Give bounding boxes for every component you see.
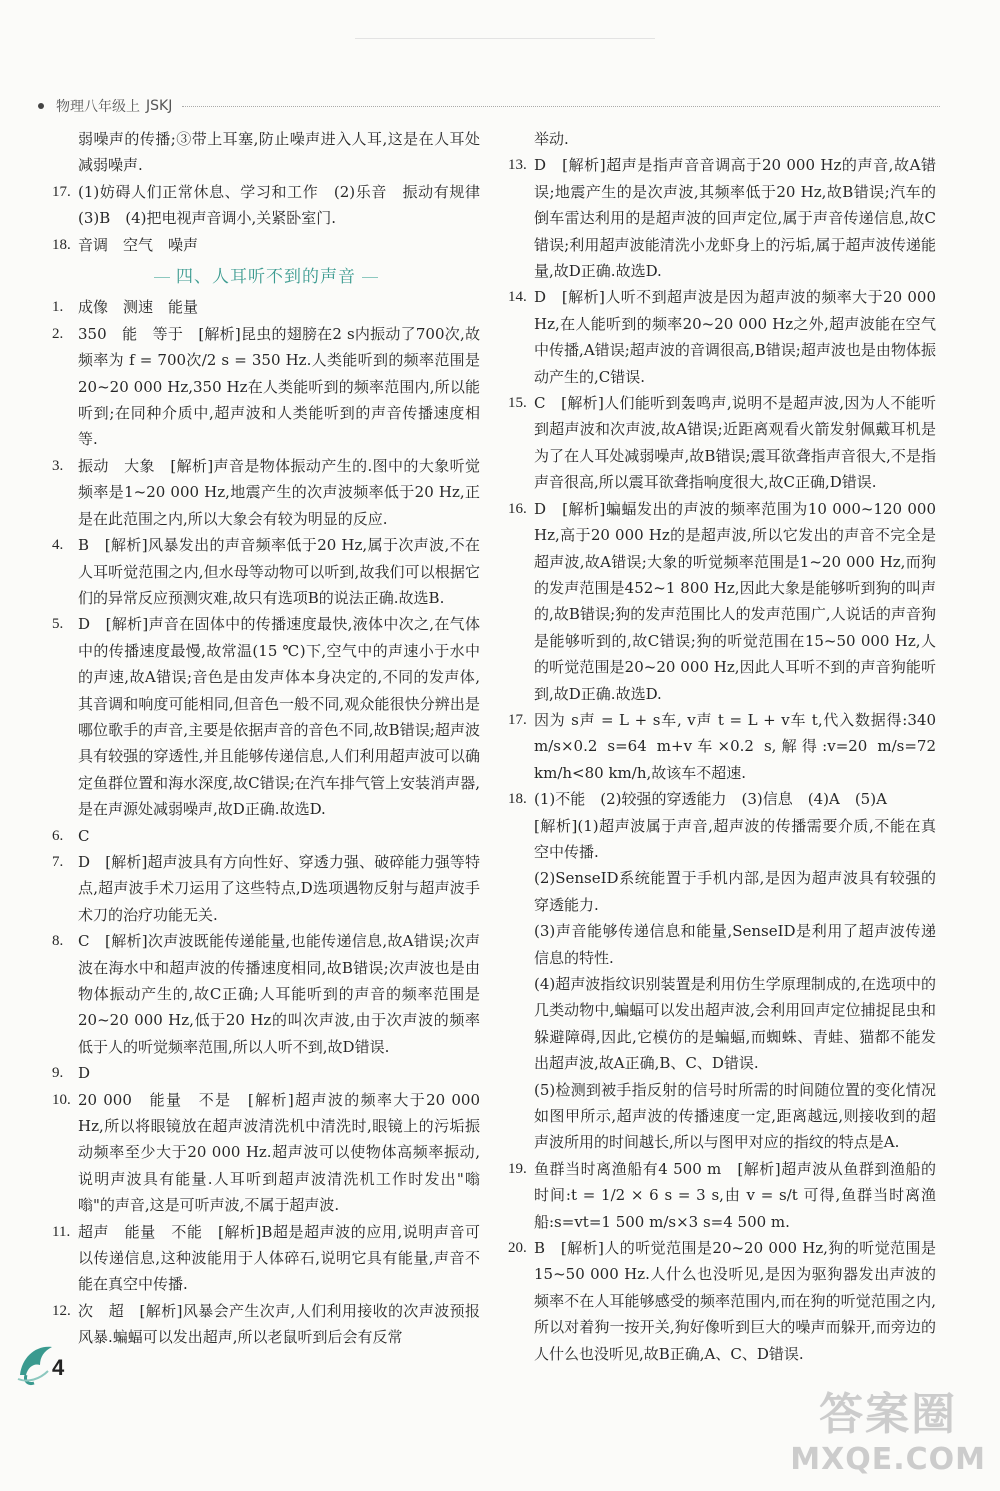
answer-19: 19. 鱼群当时离渔船有4 500 m [解析]超声波从鱼群到渔船的时间:t = 1/2 × 6 s = 3 s,由 v = s/t 可得,鱼群当时离渔船:s=vt=1 500 m/s×3 s=4 500 m.	[508, 1159, 936, 1231]
answer-3: 3. 振动 大象 [解析]声音是物体振动产生的.图中的大象听觉频率是1~20 000 Hz,地震产生的次声波频率低于20 Hz,正是在此范围之内,所以大象会有较为明显的反应.	[52, 456, 480, 528]
answer-12: 12. 次 超 [解析]风暴会产生次声,人们利用接收的次声波预报风暴.蝙蝠可以发出超声,所以老鼠听到后会有反常	[52, 1301, 480, 1347]
answer-2: 2. 350 能 等于 [解析]昆虫的翅膀在2 s内振动了700次,故频率为 f = 700次/2 s = 350 Hz.人类能听到的频率范围是20~20 000 Hz,350 Hz在人类能听到的频率范围内,所以能听到;在同种介质中,超声波和人类能听到的声音传播速度相等.	[52, 324, 480, 449]
answer-16: 16. D [解析]蝙蝠发出的声波的频率范围为10 000~120 000 Hz,高于20 000 Hz的是超声波,所以它发出的声音不完全是超声波,故A错误;大象的听觉频率范围是1~20 000 Hz,而狗的发声范围是452~1 800 Hz,因此大象是能够听到狗的叫声的,故B错误;狗的发声范围比人的发声范围广,人说话的声音狗是能够听到的,故C错误;狗的听觉范围在15~50 000 Hz,人的听觉范围是20~20 000 Hz,因此人耳听不到的声音狗能听到,故D正确.故选D.	[508, 499, 936, 703]
answer-20: 20. B [解析]人的听觉范围是20~20 000 Hz,狗的听觉范围是15~50 000 Hz.人什么也没听见,是因为驱狗器发出声波的频率不在人耳能够感受的频率范围内,而在狗的听觉范围之内,所以对着狗一按开关,狗好像听到巨大的噪声而躲开,而旁边的人什么也没听见,故B正确,A、C、D错误.	[508, 1239, 936, 1363]
answer-4: 4. B [解析]风暴发出的声音频率低于20 Hz,属于次声波,不在人耳听觉范围之内,但水母等动物可以听到,故我们可以根据它们的异常反应预测灾难,故只有选项B的说法正确.故选B.	[52, 536, 480, 607]
watermark	[790, 1378, 986, 1477]
answer-18-part-1: [解析](1)超声波属于声音,超声波的传播需要介质,不能在真空中传播.	[534, 816, 936, 861]
answer-13: 13. D [解析]超声是指声音音调高于20 000 Hz的声音,故A错误;地震产生的是次声波,其频率低于20 Hz,故B错误;汽车的倒车雷达利用的是超声波的回声定位,属于声音传递信息,故C错误;利用超声波能清洗小龙虾身上的污垢,属于超声波传递能量,故D正确.故选D.	[508, 156, 936, 281]
answer-continuation-right: 举动.	[534, 130, 569, 148]
book-code: JSKJ	[146, 98, 173, 114]
answer-5: 5. D [解析]声音在固体中的传播速度最快,液体中次之,在气体中的传播速度最慢,故常温(15 ℃)下,空气中的声速小于水中的声速,故A错误;音色是由发声体本身决定的,不同的发声体,其音调和响度可能相同,但音色一般不同,观众能很快分辨出是哪位歌手的声音,主要是依据声音的音色不同,故B错误;超声波具有较强的穿透性,并且能够传递信息,人们利用超声波可以确定鱼群位置和海水深度,故C错误;在汽车排气管上安装消声器,是在声源处减弱噪声,故D正确.故选D.	[52, 615, 480, 819]
answer-18-part-2: (2)SenseID系统能置于手机内部,是因为超声波具有较强的穿透能力.	[534, 869, 936, 914]
answer-11: 11. 超声 能量 不能 [解析]B超是超声波的应用,说明声音可以传递信息,这种波能用于人体碎石,说明它具有能量,声音不能在真空中传播.	[52, 1222, 480, 1294]
watermark-url: MXQE.COM	[790, 1442, 986, 1477]
top-rule	[355, 38, 655, 39]
answer-15: 15. C [解析]人们能听到轰鸣声,说明不是超声波,因为人不能听到超声波和次声波,故A错误;近距离观看火箭发射佩戴耳机是为了在人耳处减弱噪声,故B错误;震耳欲聋指声音很大,不是指声音很高,所以震耳欲聋指响度很大,故C正确,D错误.	[508, 394, 936, 492]
book-title: 物理八年级上	[56, 99, 140, 115]
answer-continuation: 弱噪声的传播;③带上耳塞,防止噪声进入人耳,这是在人耳处减弱噪声.	[78, 130, 480, 175]
answer-18-part-5: (5)检测到被手指反射的信号时所需的时间随位置的变化情况如图甲所示,超声波的传播速度一定,距离越远,则接收到的超声波所用的时间越长,所以与图甲对应的指纹的特点是A.	[534, 1080, 936, 1152]
answer-18-part-4: (4)超声波指纹识别装置是利用仿生学原理制成的,在选项中的几类动物中,蝙蝠可以发出超声波,会利用回声定位捕捉昆虫和躲避障碍,因此,它模仿的是蝙蝠,而蜘蛛、青蛙、猫都不能发出超声波,故A正确,B、C、D错误.	[534, 975, 936, 1073]
answer-17: 17. (1)妨碍人们正常休息、学习和工作 (2)乐音 振动有规律 (3)B (4)把电视声音调小,关紧卧室门.	[52, 182, 496, 228]
answer-10: 10. 20 000 能量 不是 [解析]超声波的频率大于20 000 Hz,所以将眼镜放在超声波清洗机中清洗时,眼镜上的污垢振动频率至少大于20 000 Hz.超声波可以使物体高频率振动,说明声波具有能量.人耳听到超声波清洗机工作时发出"嗡嗡"的声音,这是可听声波,不属于超声波.	[52, 1090, 480, 1215]
answer-18: 18. 音调 空气 噪声	[52, 235, 199, 254]
header-rule	[182, 106, 940, 107]
page-number: 4	[52, 1355, 65, 1380]
answer-8: 8. C [解析]次声波既能传递能量,也能传递信息,故A错误;次声波在海水中和超声波的传播速度相同,故B错误;次声波也是由物体振动产生的,故C正确;人耳能听到的声音的频率范围是20~20 000 Hz,低于20 Hz的叫次声波,由于次声波的频率低于人的听觉频率范围,所以人听不到,故D错误.	[52, 932, 480, 1056]
answer-14: 14. D [解析]人听不到超声波是因为超声波的频率大于20 000 Hz,在人能听到的频率20~20 000 Hz之外,超声波能在空气中传播,A错误;超声波的音调很高,B错误;超声波也是由物体振动产生的,C错误.	[508, 288, 936, 386]
bullet-icon	[38, 103, 44, 109]
right-column	[508, 126, 936, 1367]
left-column	[52, 126, 496, 1351]
answer-18-part-3: (3)声音能够传递信息和能量,SenseID是利用了超声波传递信息的特性.	[534, 922, 936, 967]
answer-7: 7. D [解析]超声波具有方向性好、穿透力强、破碎能力强等特点,超声波手术刀运用了这些特点,D选项遇物反射与超声波手术刀的治疗功能无关.	[52, 852, 480, 924]
answer-6: 6. C	[52, 826, 90, 845]
answer-18-right: 18. (1)不能 (2)较强的穿透能力 (3)信息 (4)A (5)A	[508, 790, 887, 809]
running-header	[38, 93, 940, 119]
answer-1: 1. 成像 测速 能量	[52, 298, 199, 317]
answer-9: 9. D	[52, 1064, 91, 1083]
watermark-text: 答案圈	[819, 1389, 958, 1440]
section-title: 四、人耳听不到的声音	[52, 264, 480, 290]
answer-17-right: 17. 因为 s声 = L + s车, v声 t = L + v车 t,代入数据得:340 m/s×0.2 s=64 m+v车×0.2 s,解得:v=20 m/s=72 km/h<80 km/h,故该车不超速.	[508, 710, 936, 782]
